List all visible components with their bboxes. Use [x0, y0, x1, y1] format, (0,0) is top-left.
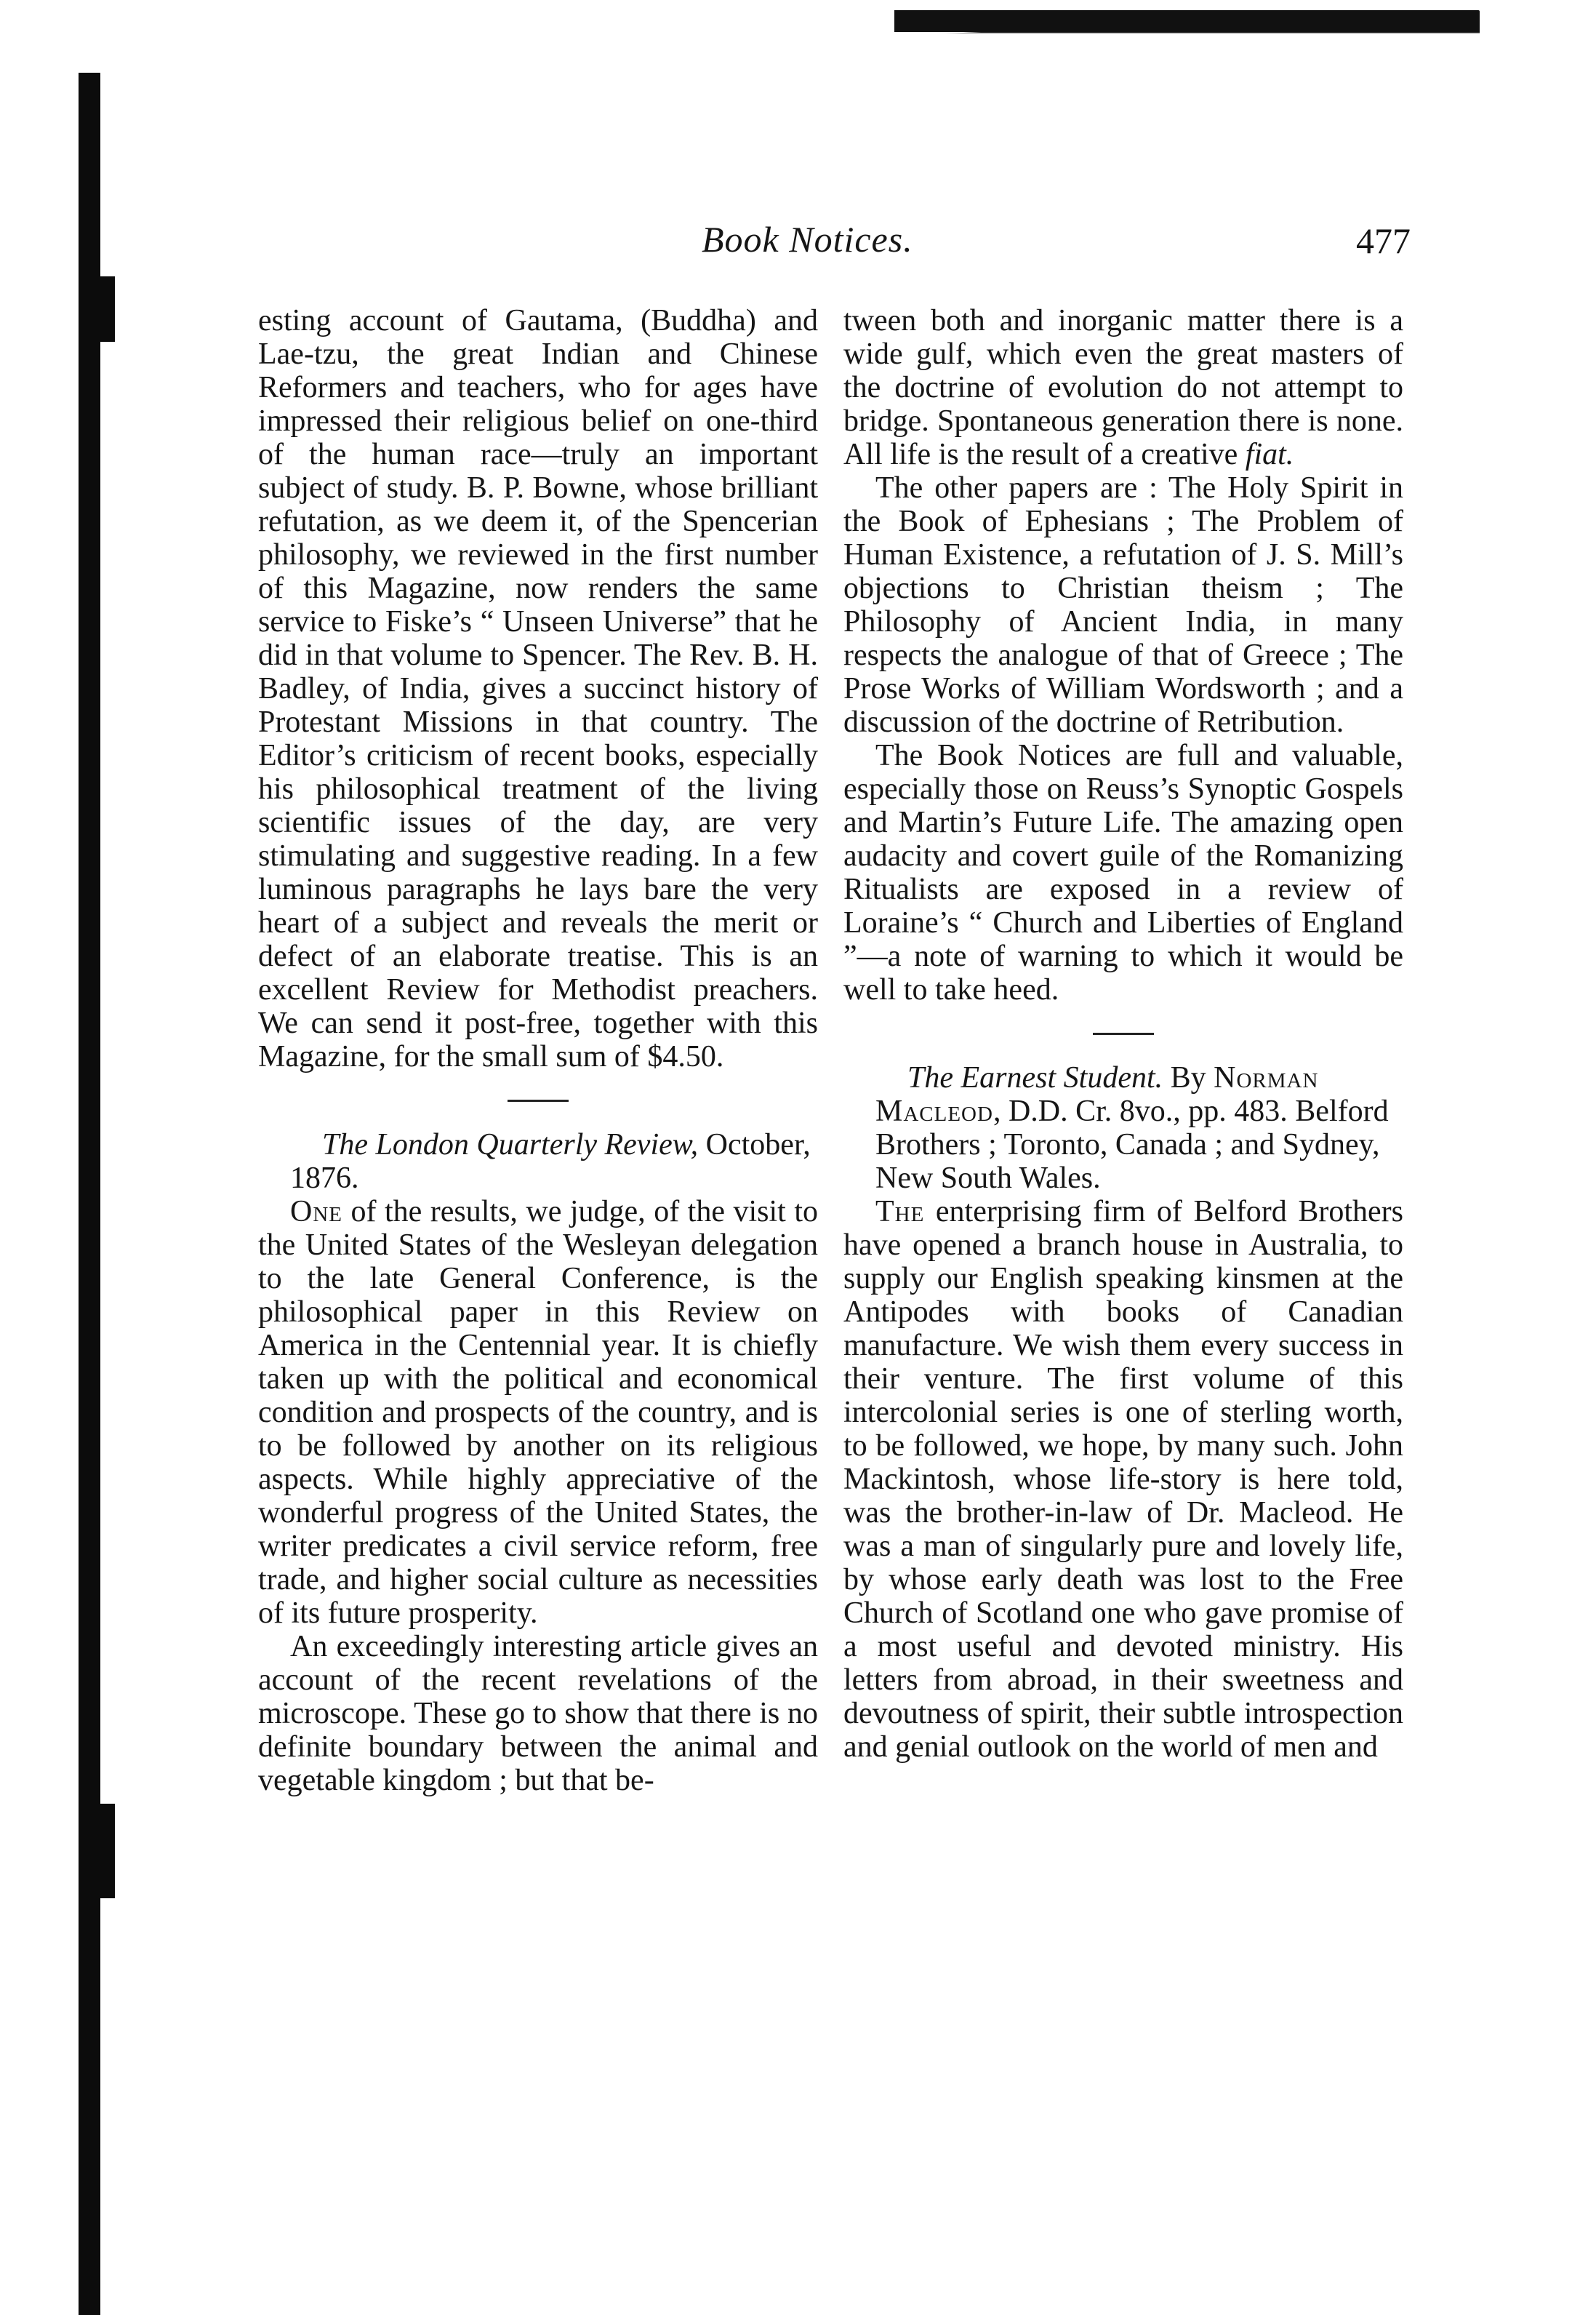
continued-paragraph	[843, 304, 1403, 471]
paragraph-text: enterprising firm of Belford Brothers have opened a branch house in Australia, to supply our English speaking kinsmen at the Antipodes with books of Canadian manufacture. We wish them every success in their venture. The first volume of this intercolonial series is one of sterling worth, to be followed, we hope, by many such. John Mackintosh, whose life-story is here told, was the brother-in-law of Dr. Macleod. He was a man of singularly pure and lovely life, by whose early death was lost to the Free Church of Scotland one who gave promise of a most useful and devoted ministry. His letters from abroad, in their sweetness and devoutness of spirit, their subtle introspection and genial outlook on the world of men and	[843, 1195, 1403, 1764]
book-by: By	[1163, 1061, 1214, 1095]
review-paragraph	[843, 1195, 1403, 1764]
running-title: Book Notices.	[702, 219, 913, 260]
scan-edge-mark	[100, 276, 115, 342]
review-paragraph	[258, 1195, 818, 1630]
lead-word: The	[875, 1195, 925, 1228]
paragraph-text: tween both and inorganic matter there is a wide gulf, which even the great masters of the doctrine of evolution do not attempt to bridge. Spontaneous generation there is none. All life is the result of a creative	[843, 304, 1403, 471]
section-divider	[1093, 1033, 1154, 1035]
paragraph-text: of the results, we judge, of the visit to the United States of the Wesleyan delegation to the late General Conference, is the philosophical paper in this Review on America in the Centennial year. It is chiefly taken up with the political and economical condition and prospects of the country, and is to be followed by another on its religious aspects. While highly appreciative of the wonderful progress of the United States, the writer predicates a civil service reform, free trade, and higher social culture as necessities of its future prosperity.	[258, 1195, 818, 1630]
review-title: The London Quarterly Review,	[322, 1128, 699, 1162]
book-details: , D.D. Cr. 8vo., pp. 483. Belford Brothers ; Toronto, Canada ; and Sydney, New South Wales.	[875, 1095, 1389, 1195]
section-divider	[508, 1100, 569, 1102]
review-date: October, 1876.	[290, 1128, 811, 1195]
book-title: The Earnest Student.	[907, 1061, 1163, 1095]
emphasis-fiat: fiat.	[1245, 438, 1294, 471]
left-column	[258, 304, 818, 1797]
running-head	[269, 218, 1411, 276]
right-column	[843, 304, 1403, 1764]
scan-top-bar	[894, 10, 1480, 32]
review-paragraph: The Book Notices are full and valuable, especially those on Reuss’s Synoptic Gospels and Martin’s Future Life. The amazing open audacity and covert guile of the Romanizing Ritualists are exposed in a review of Loraine’s “ Church and Liberties of England ”—a note of warning to which it would be well to take heed.	[843, 739, 1403, 1007]
page-number: 477	[1356, 220, 1411, 261]
book-author: Norman Macleod	[875, 1061, 1319, 1128]
review-paragraph: The other papers are : The Holy Spirit in the Book of Ephesians ; The Problem of Human Existence, a refutation of J. S. Mill’s objections to Christian theism ; The Philosophy of Ancient India, in many respects the analogue of that of Greece ; The Prose Works of William Wordsworth ; and a discussion of the doctrine of Retribution.	[843, 471, 1403, 739]
continued-paragraph: esting account of Gautama, (Buddha) and Lae-tzu, the great Indian and Chinese Reformers and teachers, who for ages have impressed their religious belief on one-third of the human race—truly an important subject of study. B. P. Bowne, whose brilliant refutation, as we deem it, of the Spencerian philosophy, we reviewed in the first number of this Magazine, now renders the same service to Fiske’s “ Unseen Universe” that he did in that volume to Spencer. The Rev. B. H. Badley, of India, gives a succinct history of Protestant Missions in that country. The Editor’s criticism of recent books, especially his philosophical treatment of the living scientific issues of the day, are very stimulating and suggestive reading. In a few luminous paragraphs he lays bare the very heart of a subject and reveals the merit or defect of an elaborate treatise. This is an excellent Review for Methodist preachers. We can send it post-free, together with this Magazine, for the small sum of $4.50.	[258, 304, 818, 1073]
scan-binding-edge	[79, 73, 100, 2315]
lead-word: One	[290, 1195, 342, 1228]
review-paragraph: An exceedingly interesting article gives an account of the recent revelations of the microscope. These go to show that there is no definite boundary between the animal and vegetable kingdom ; but that be-	[258, 1630, 818, 1797]
book-heading	[843, 1061, 1403, 1195]
scan-edge-mark	[100, 1804, 115, 1898]
review-heading	[258, 1128, 818, 1195]
